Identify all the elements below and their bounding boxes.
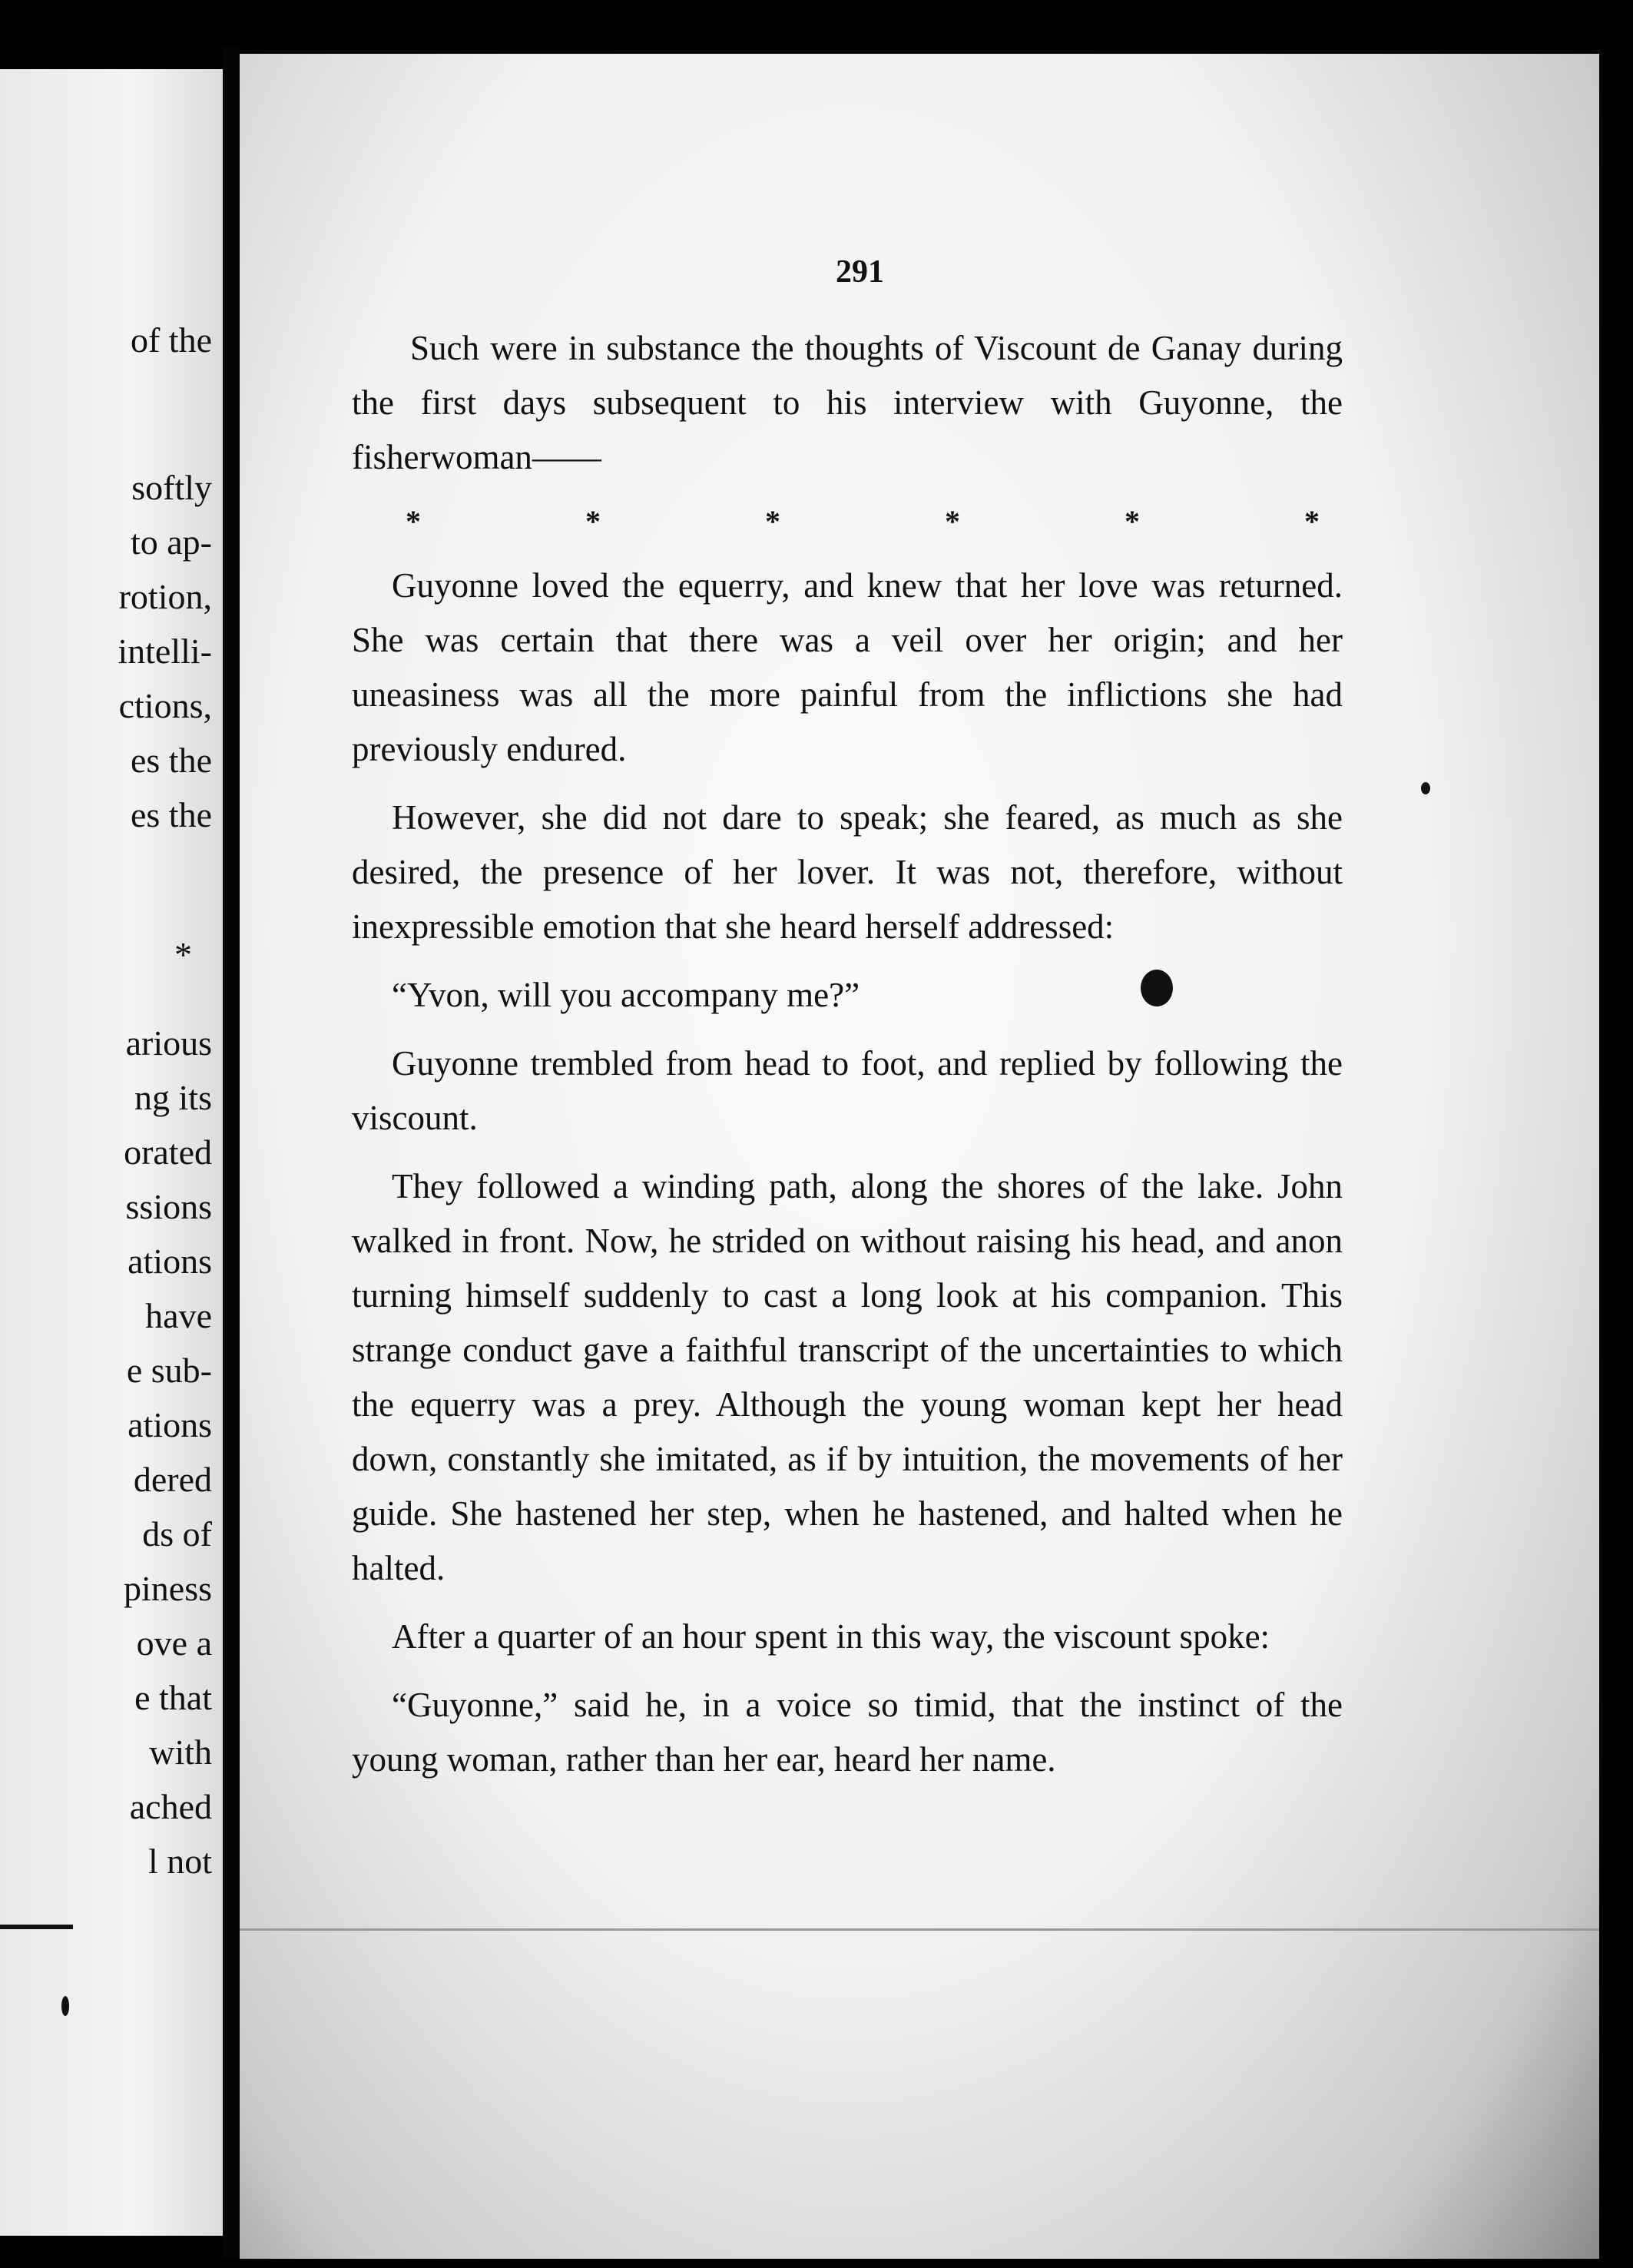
paragraph: They followed a winding path, along the shores of the lake. John walked in front. Now, he strided on without raising his head, and anon turning himself suddenly to cast a long look at his companion. This strange conduct gave a faithful transcript of the uncertainties to which the equerry was a prey. Although the young woman kept her head down, constantly she imitated, as if by intuition, the movements of her guide. She hastened her step, when he hastened, and halted when he halted. (352, 1167, 1343, 1587)
section-break-stars (352, 499, 1343, 545)
left-line: rotion, (118, 577, 212, 616)
left-line: ssions (125, 1187, 212, 1226)
left-line: ove a (136, 1623, 212, 1663)
paragraph: Such were in substance the thoughts of Viscount de Ganay during the first days subsequent to his interview with Guyonne, the fisherwoman—— (352, 329, 1343, 476)
paragraph: After a quarter of an hour spent in this way, the viscount spoke: (392, 1617, 1270, 1656)
page-number: 291 (836, 254, 884, 290)
star: * (1304, 504, 1320, 539)
left-line: dered (133, 1460, 212, 1499)
ink-speck (61, 1996, 69, 2016)
left-line: have (145, 1296, 212, 1335)
left-page-rule (0, 1925, 73, 1929)
left-line: es the (130, 795, 212, 834)
star: * (765, 504, 780, 539)
left-line: ations (128, 1405, 212, 1444)
scan-border-right (1599, 0, 1633, 2268)
ink-speck (1421, 782, 1430, 794)
left-line: arious (125, 1023, 212, 1063)
paragraph: “Guyonne,” said he, in a voice so timid, that the instinct of the young woman, rather than her ear, heard her name. (352, 1686, 1343, 1779)
page-body (352, 321, 1343, 1801)
left-line: ds of (142, 1514, 212, 1553)
left-line: e that (134, 1678, 212, 1717)
left-line: orated (124, 1132, 212, 1172)
paragraph: Guyonne trembled from head to foot, and replied by following the viscount. (352, 1044, 1343, 1137)
left-line: of the (130, 320, 212, 360)
left-page-fragment (0, 69, 223, 2236)
left-line: intelli- (118, 632, 212, 671)
left-line: ached (129, 1787, 212, 1826)
paragraph: “Yvon, will you accompany me?” (392, 976, 860, 1014)
left-line: with (149, 1732, 212, 1772)
ink-blot (1141, 970, 1173, 1006)
star: * (585, 504, 601, 539)
page-bottom-rule (240, 1928, 1599, 1931)
left-line: l not (147, 1842, 212, 1881)
left-line: ations (128, 1242, 212, 1281)
left-line: to ap- (130, 522, 212, 562)
paragraph: However, she did not dare to speak; she feared, as much as she desired, the presence of her lover. It was not, therefore, without inexpressible emotion that she heard herself addressed: (352, 798, 1343, 946)
left-line: e sub- (126, 1351, 212, 1390)
star: * (945, 504, 960, 539)
left-line: softly (131, 468, 212, 507)
left-line: ctions, (118, 686, 212, 725)
left-line: ng its (134, 1078, 212, 1117)
left-line: piness (124, 1569, 212, 1608)
star: * (1125, 504, 1140, 539)
left-line: es the (130, 741, 212, 780)
book-gutter (223, 46, 240, 2259)
left-line: * (174, 935, 192, 974)
star: * (406, 504, 421, 539)
paragraph: Guyonne loved the equerry, and knew that her love was returned. She was certain that there was a veil over her origin; and her uneasiness was all the more painful from the inflictions she had previously endured. (352, 566, 1343, 768)
